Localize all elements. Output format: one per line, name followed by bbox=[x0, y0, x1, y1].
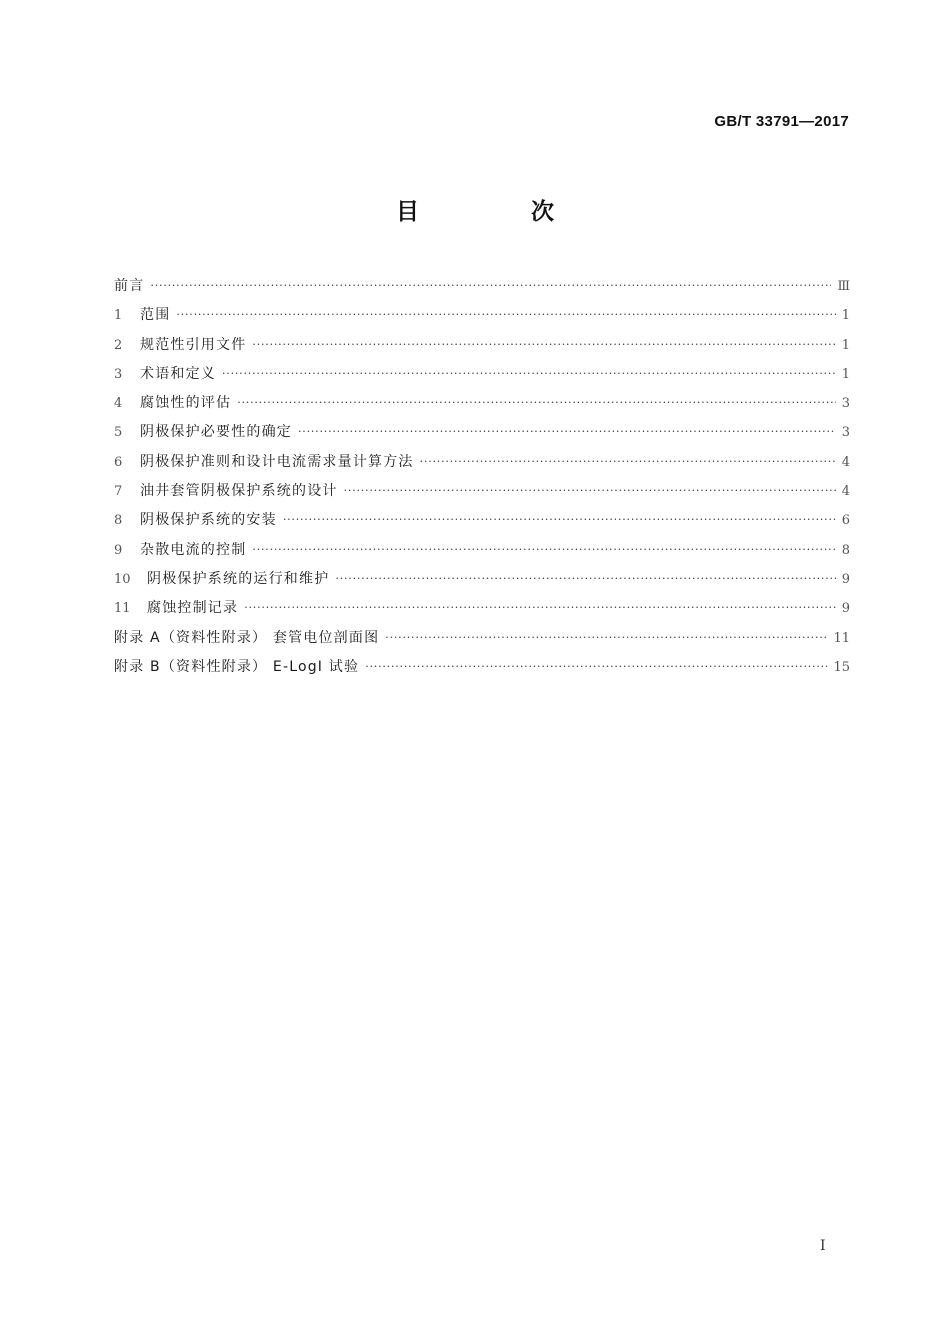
toc-leader-dots bbox=[335, 572, 835, 585]
toc-entry-10[interactable] bbox=[114, 568, 850, 597]
toc-leader-dots bbox=[176, 308, 835, 321]
toc-entry-label: 油井套管阴极保护系统的设计 bbox=[140, 483, 338, 500]
toc-entry-page: 11 bbox=[833, 630, 850, 646]
page-number: I bbox=[820, 1238, 826, 1254]
toc-entry-label: 阴极保护准则和设计电流需求量计算方法 bbox=[140, 453, 414, 470]
toc-leader-dots bbox=[150, 279, 831, 292]
toc-entry-label: 附录 B（资料性附录） E-LogI 试验 bbox=[114, 658, 360, 675]
toc-entry-2[interactable] bbox=[114, 334, 850, 363]
toc-leader-dots bbox=[237, 396, 836, 409]
toc-entry-label: 规范性引用文件 bbox=[140, 336, 247, 353]
toc-entry-page: 15 bbox=[833, 659, 850, 675]
toc-entry-label: 杂散电流的控制 bbox=[140, 541, 247, 558]
toc-entry-label: 阴极保护必要性的确定 bbox=[140, 424, 292, 441]
toc-entry-5[interactable] bbox=[114, 421, 850, 450]
standard-number: GB/T 33791—2017 bbox=[714, 113, 849, 130]
toc-entry-6[interactable] bbox=[114, 451, 850, 480]
toc-entry-number: 10 bbox=[114, 571, 131, 587]
toc-leader-dots bbox=[365, 660, 827, 673]
toc-entry-page: Ⅲ bbox=[837, 279, 850, 294]
toc-entry-number: 9 bbox=[114, 542, 123, 558]
toc-entry-label: 术语和定义 bbox=[140, 365, 216, 382]
toc-entry-8[interactable] bbox=[114, 509, 850, 538]
toc-entry-number: 6 bbox=[114, 454, 123, 470]
toc-entry-9[interactable] bbox=[114, 539, 850, 568]
toc-leader-dots bbox=[420, 455, 836, 468]
page-title: 目 次 bbox=[395, 199, 606, 225]
toc-entry-label: 腐蚀控制记录 bbox=[147, 600, 239, 617]
table-of-contents bbox=[114, 275, 850, 685]
toc-entry-page: 4 bbox=[841, 484, 850, 500]
toc-leader-dots bbox=[252, 338, 835, 351]
toc-entry-1[interactable] bbox=[114, 304, 850, 333]
toc-entry-number: 11 bbox=[114, 601, 131, 617]
toc-entry-label: 阴极保护系统的安装 bbox=[140, 512, 277, 529]
toc-entry-number: 4 bbox=[114, 396, 123, 412]
toc-entry-label: 阴极保护系统的运行和维护 bbox=[147, 570, 330, 587]
toc-entry-page: 9 bbox=[841, 571, 850, 587]
toc-entry-page: 1 bbox=[841, 337, 850, 353]
toc-entry-number: 1 bbox=[114, 308, 123, 324]
toc-entry-page: 9 bbox=[841, 601, 850, 617]
toc-leader-dots bbox=[222, 367, 836, 380]
toc-entry-page: 3 bbox=[841, 425, 850, 441]
toc-entry-number: 7 bbox=[114, 484, 123, 500]
toc-entry-page: 1 bbox=[841, 308, 850, 324]
toc-entry-number: 5 bbox=[114, 425, 123, 441]
toc-entry-page: 3 bbox=[841, 396, 850, 412]
toc-leader-dots bbox=[283, 513, 836, 526]
toc-entry-11[interactable] bbox=[114, 597, 850, 626]
toc-leader-dots bbox=[252, 543, 835, 556]
toc-entry-label: 前言 bbox=[114, 278, 145, 294]
toc-entry-page: 4 bbox=[841, 454, 850, 470]
toc-entry-label: 附录 A（资料性附录） 套管电位剖面图 bbox=[114, 629, 380, 646]
toc-entry-appendix-a[interactable] bbox=[114, 627, 850, 656]
toc-entry-page: 8 bbox=[841, 542, 850, 558]
toc-entry-page: 1 bbox=[841, 366, 850, 382]
toc-entry-label: 腐蚀性的评估 bbox=[140, 395, 232, 412]
toc-entry-number: 8 bbox=[114, 513, 123, 529]
toc-leader-dots bbox=[298, 425, 836, 438]
toc-entry-7[interactable] bbox=[114, 480, 850, 509]
toc-entry-page: 6 bbox=[841, 513, 850, 529]
toc-entry-label: 范围 bbox=[140, 307, 171, 324]
toc-entry-appendix-b[interactable] bbox=[114, 656, 850, 685]
toc-entry-number: 2 bbox=[114, 337, 123, 353]
toc-entry-4[interactable] bbox=[114, 392, 850, 421]
toc-leader-dots bbox=[244, 601, 836, 614]
toc-leader-dots bbox=[385, 631, 827, 644]
toc-entry-number: 3 bbox=[114, 366, 123, 382]
toc-entry-3[interactable] bbox=[114, 363, 850, 392]
toc-leader-dots bbox=[344, 484, 836, 497]
toc-entry-foreword[interactable] bbox=[114, 275, 850, 304]
